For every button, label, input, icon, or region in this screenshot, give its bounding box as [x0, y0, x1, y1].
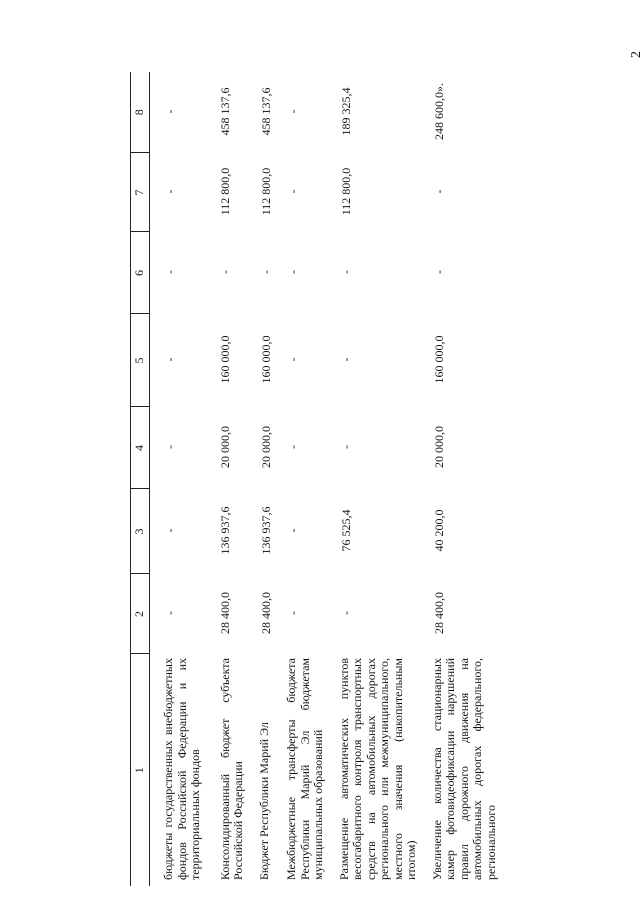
table-cell: 28 400,0 — [258, 592, 273, 634]
table-cell: - — [338, 357, 353, 362]
table-cell: 76 525,4 — [338, 509, 353, 552]
table-cell: 160 000,0 — [217, 335, 232, 384]
table-cell: 160 000,0 — [431, 335, 446, 384]
row-label: бюджеты государственных внебюджетных фондов Российской Федерации и их территориальных фондов — [161, 658, 202, 880]
table-cell: - — [163, 445, 177, 449]
table-cell: - — [338, 611, 353, 615]
table-cell: 136 937,6 — [258, 506, 273, 555]
table-cell: 136 937,6 — [217, 506, 232, 555]
table-cell: - — [286, 611, 300, 615]
table-row — [150, 72, 209, 886]
table-cell: - — [163, 109, 177, 114]
table-row — [332, 72, 425, 886]
row-label: Размещение автоматических пунктов весогабаритного контроля транспортных средств на автомобильных дорогах регионального или межмуниципального, местного значения (накопительным итогом) — [336, 658, 418, 880]
table-cell: 40 200,0 — [431, 509, 446, 552]
table-row — [425, 72, 505, 886]
table-cell: - — [163, 189, 177, 194]
table-cell: - — [286, 357, 300, 362]
table-cell: 112 800,0 — [258, 167, 273, 216]
column-header: 5 — [131, 314, 150, 407]
table-cell: - — [431, 189, 446, 194]
column-header: 1 — [131, 654, 150, 886]
table-cell: - — [163, 528, 177, 533]
table-row — [209, 72, 252, 886]
table-cell: 248 600,0». — [431, 83, 446, 140]
table-cell: 189 325,4 — [338, 87, 353, 136]
row-label: Консолидированный бюджет субъекта Российской Федерации — [217, 658, 245, 880]
table-cell: 458 137,6 — [258, 87, 273, 136]
table-cell: - — [286, 528, 300, 533]
row-label: Бюджет Республики Марий Эл — [256, 722, 271, 880]
table-cell: - — [163, 357, 177, 362]
table-cell: 20 000,0 — [258, 426, 273, 468]
column-header: 7 — [131, 153, 150, 232]
table-cell: - — [338, 270, 353, 274]
page-number: 2 — [629, 51, 644, 58]
table-cell: - — [431, 270, 446, 274]
table-cell: 160 000,0 — [258, 335, 273, 384]
table-cell: - — [163, 611, 177, 615]
column-header: 4 — [131, 407, 150, 489]
table-cell: - — [258, 270, 273, 274]
table-cell: 458 137,6 — [217, 87, 232, 136]
table-cell: 28 400,0 — [431, 592, 446, 634]
table-cell: 28 400,0 — [217, 592, 232, 634]
table-cell: - — [286, 109, 300, 114]
column-header: 3 — [131, 489, 150, 574]
budget-table — [130, 72, 504, 886]
table-row — [279, 72, 332, 886]
table-header-row — [131, 72, 150, 886]
table-cell: - — [163, 270, 177, 274]
row-label: Увеличение количества стационарных камер фотовидеофиксации нарушений правил дорожного движения на автомобильных дорогах федерального, регионального — [429, 658, 498, 880]
table-cell: - — [286, 270, 300, 274]
table-cell: - — [286, 445, 300, 449]
table-row — [252, 72, 280, 886]
table-cell: - — [338, 445, 353, 449]
table-cell: - — [217, 270, 232, 274]
rotated-table-container — [130, 72, 534, 886]
table-cell: - — [286, 189, 300, 194]
column-header: 6 — [131, 232, 150, 314]
table-cell: 20 000,0 — [217, 426, 232, 468]
table-cell: 112 800,0 — [217, 167, 232, 216]
table-cell: 20 000,0 — [431, 426, 446, 468]
column-header: 2 — [131, 574, 150, 654]
row-label: Межбюджетные трансферты бюджета Республики Марий Эл бюджетам муниципальных образований — [284, 658, 325, 880]
table-cell: 112 800,0 — [338, 167, 353, 216]
column-header: 8 — [131, 72, 150, 153]
